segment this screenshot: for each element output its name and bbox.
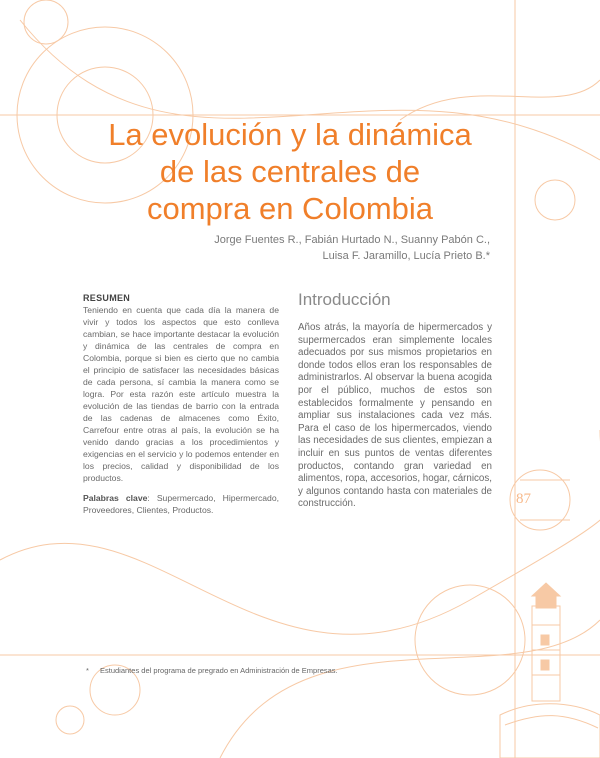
title-line-1: La evolución y la dinámica bbox=[108, 117, 472, 152]
abstract-section bbox=[83, 292, 279, 516]
abstract-text: Teniendo en cuenta que cada día la manera de vivir y todos los aspectos que esto conlleva cambian, se hace importante destacar la evolución y dinámica de las centrales de compra en Colombia, porque si bien es cierto que no cambia el principio de satisfacer las necesidades básicas de cada persona, sí cambia la manera como se logra. Por esta razón este artículo muestra la evolución de las tiendas de barrio con la entrada de las cadenas de almacenes como Éxito, Carrefour entre otras al país, la evolución se ha venido dando gracias a los procedimientos y exigencias en el servicio y lo podemos entender en los precios, calidad y disponibilidad de los productos. bbox=[83, 305, 279, 483]
title-line-2: de las centrales de bbox=[159, 154, 421, 189]
keywords bbox=[83, 492, 279, 516]
title-line-3: compra en Colombia bbox=[146, 191, 434, 226]
footnote bbox=[86, 666, 338, 675]
footnote-mark: * bbox=[86, 666, 89, 675]
authors-line-1: Jorge Fuentes R., Fabián Hurtado N., Suanny Pabón C., bbox=[214, 234, 490, 246]
abstract-heading: RESUMEN bbox=[83, 293, 131, 303]
keywords-label: Palabras clave bbox=[83, 493, 148, 503]
introduction-heading: Introducción bbox=[298, 290, 391, 309]
introduction-section bbox=[298, 290, 492, 511]
authors-line-2: Luisa F. Jaramillo, Lucía Prieto B.* bbox=[322, 250, 490, 262]
introduction-text: Años atrás, la mayoría de hipermercados y supermercados eran simplemente locales adecuados por sus mismos propietarios en donde todos ellos eran los responsables de administrarlos. Al observar la buena acogida por el público, muchos de estos son establecidos formalmente y pensando en ampliar sus instalaciones cada vez más. Para el caso de los hipermercados, viendo las necesidades de sus clientes, empiezan a incluir en sus puntos de ventas diferentes productos, contando gran variedad en alimentos, ropa, accesorios, hogar, cárnicos, y algunos contando hasta con materiales de construcción. bbox=[298, 322, 492, 510]
footnote-text: Estudiantes del programa de pregrado en Administración de Empresas. bbox=[100, 666, 338, 675]
keywords-text: : Supermercado, Hipermercado, Proveedores, Clientes, Productos. bbox=[83, 493, 279, 515]
author-list bbox=[214, 232, 490, 264]
article-title bbox=[80, 116, 500, 227]
page-number: 87 bbox=[516, 491, 531, 507]
deco-circle-small bbox=[24, 0, 68, 44]
